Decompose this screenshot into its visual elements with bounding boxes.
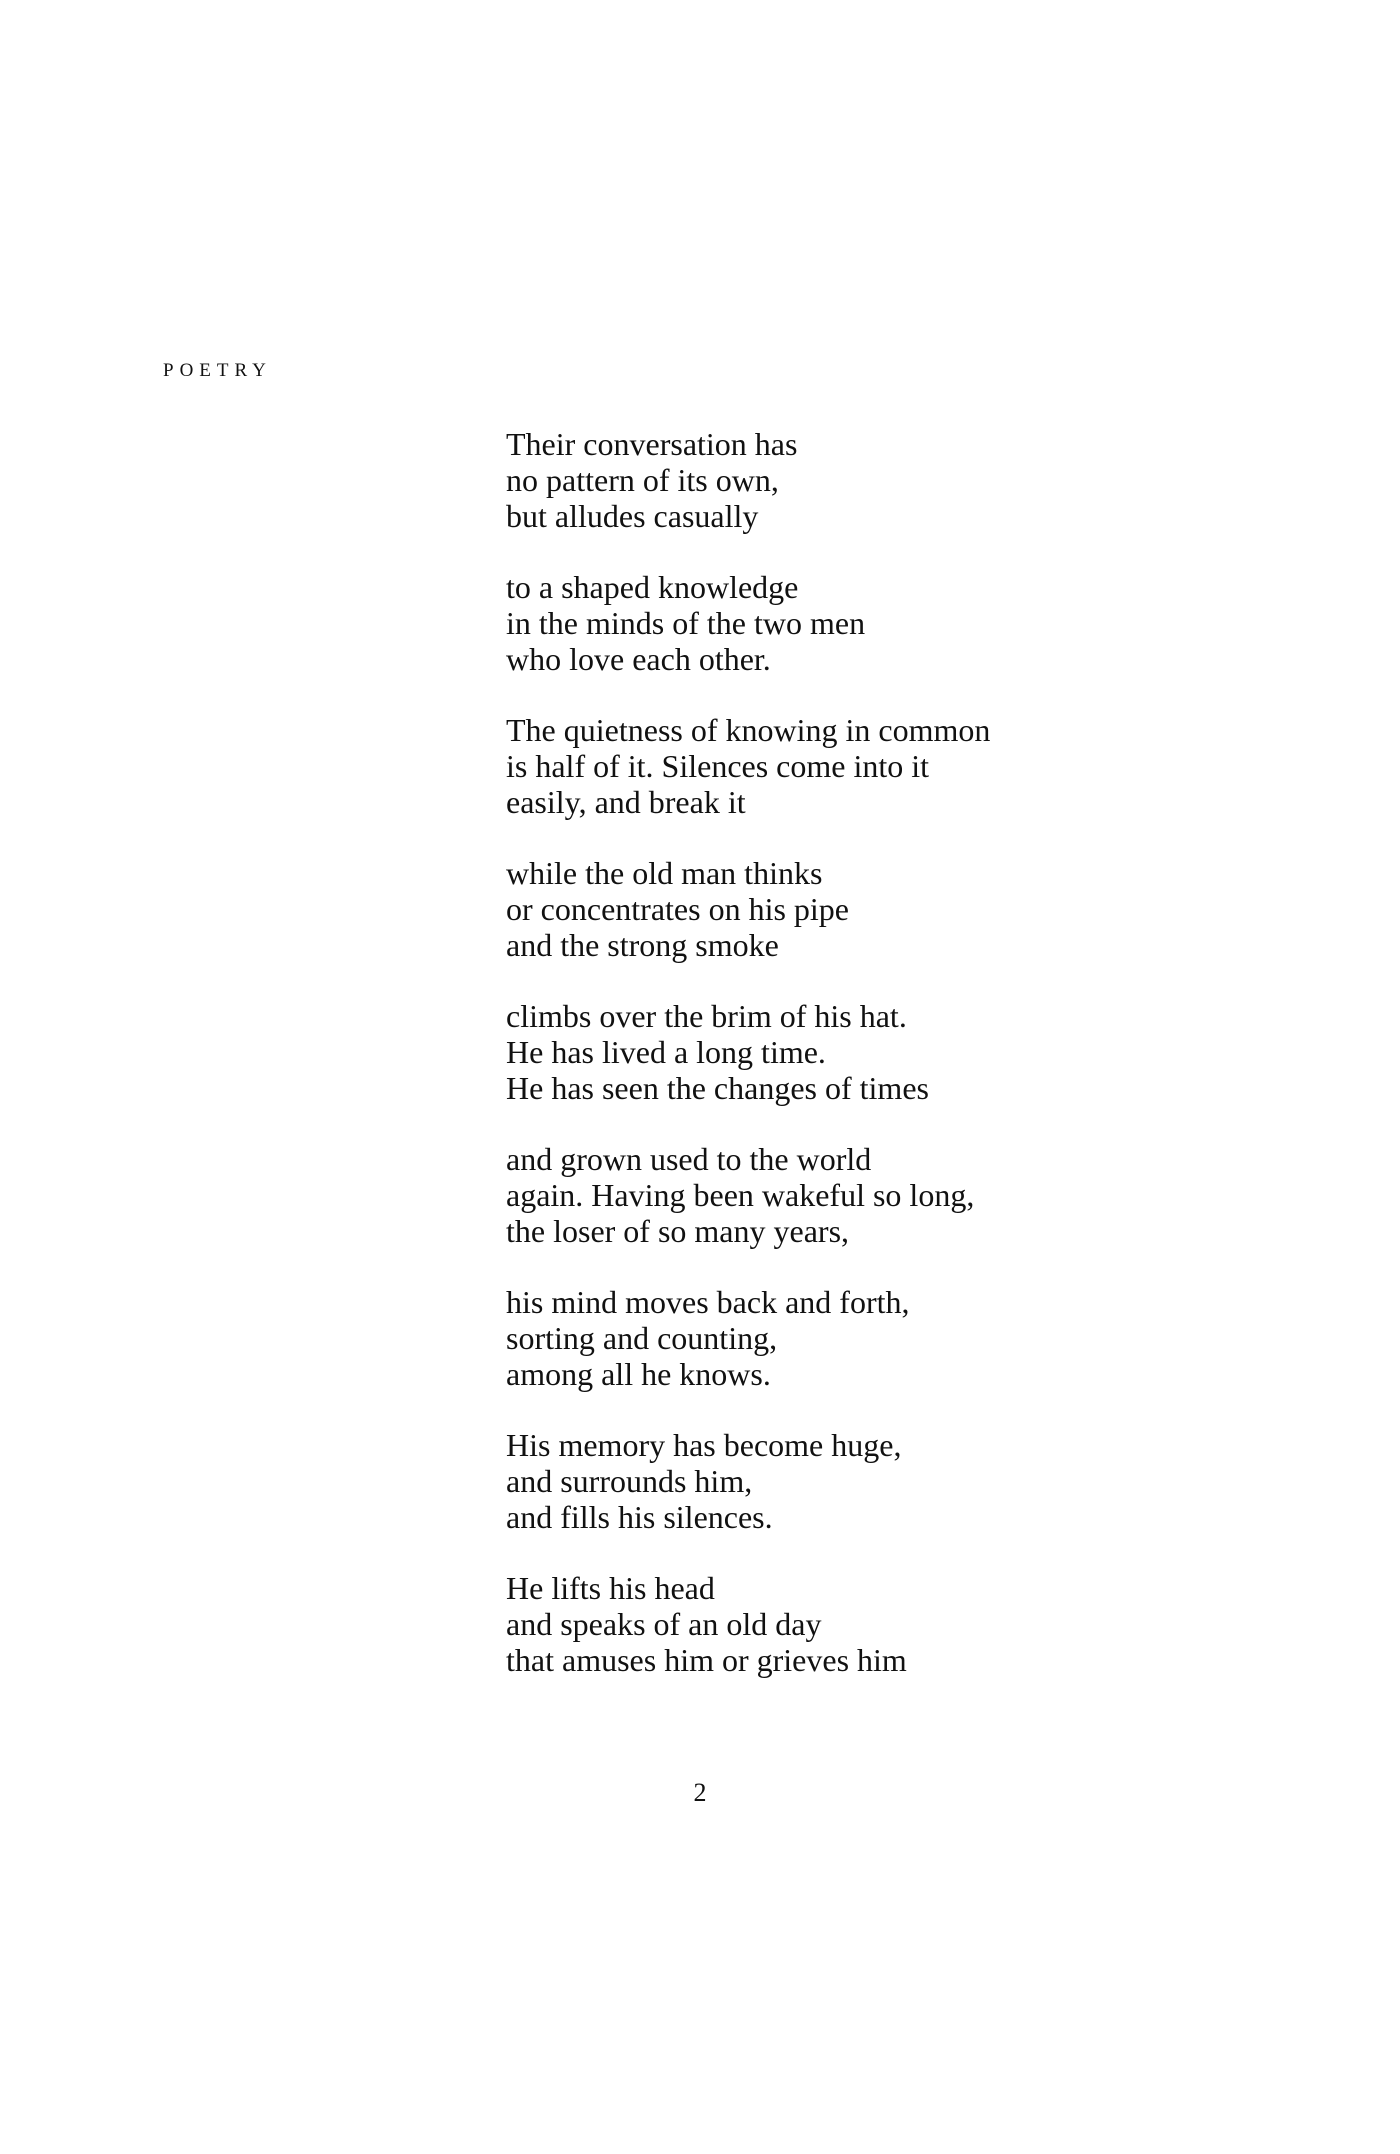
poem-line: that amuses him or grieves him (506, 1642, 907, 1678)
stanza (506, 712, 1126, 820)
poem-line: and fills his silences. (506, 1499, 773, 1535)
stanza (506, 1570, 1126, 1678)
poem-line: or concentrates on his pipe (506, 891, 849, 927)
poem-line: while the old man thinks (506, 855, 823, 891)
stanza (506, 569, 1126, 677)
poem-line: and speaks of an old day (506, 1606, 822, 1642)
poem-line: to a shaped knowledge (506, 569, 799, 605)
running-head: POETRY (163, 360, 272, 381)
poem-line: and the strong smoke (506, 927, 779, 963)
stanza (506, 426, 1126, 534)
stanza (506, 1284, 1126, 1392)
poem-line: again. Having been wakeful so long, (506, 1177, 975, 1213)
page-number: 2 (693, 1778, 707, 1807)
poem-line: easily, and break it (506, 784, 746, 820)
poem-line: the loser of so many years, (506, 1213, 850, 1249)
poem-line: He lifts his head (506, 1570, 715, 1606)
poem-line: but alludes casually (506, 498, 759, 534)
poem-line: and grown used to the world (506, 1141, 872, 1177)
poem-line: sorting and counting, (506, 1320, 778, 1356)
poem-line: Their conversation has (506, 426, 798, 462)
poem-line: His memory has become huge, (506, 1427, 902, 1463)
poem-line: He has seen the changes of times (506, 1070, 929, 1106)
poem-line: is half of it. Silences come into it (506, 748, 930, 784)
poem-line: among all he knows. (506, 1356, 771, 1392)
poem-line: climbs over the brim of his hat. (506, 998, 907, 1034)
poem-line: his mind moves back and forth, (506, 1284, 910, 1320)
stanza (506, 855, 1126, 963)
poem-line: who love each other. (506, 641, 771, 677)
poem-line: He has lived a long time. (506, 1034, 826, 1070)
poem-body (506, 426, 1126, 1713)
poem-line: in the minds of the two men (506, 605, 866, 641)
poem-line: The quietness of knowing in common (506, 712, 991, 748)
stanza (506, 1141, 1126, 1249)
poem-line: no pattern of its own, (506, 462, 779, 498)
stanza (506, 998, 1126, 1106)
poem-line: and surrounds him, (506, 1463, 753, 1499)
stanza (506, 1427, 1126, 1535)
